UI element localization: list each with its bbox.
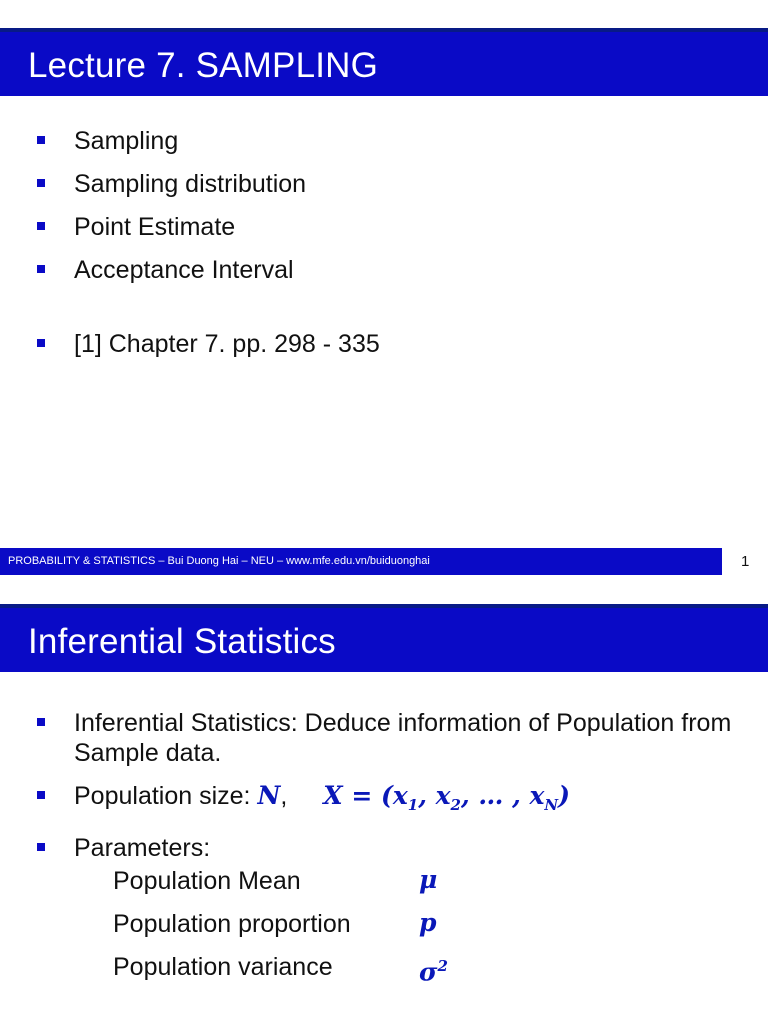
slide-1-title-bar bbox=[0, 28, 768, 96]
square-bullet-icon bbox=[37, 843, 45, 851]
square-bullet-icon bbox=[37, 222, 45, 230]
bullet-text: Sampling bbox=[74, 127, 179, 155]
square-bullet-icon bbox=[37, 339, 45, 347]
parameter-symbol: $\sigma^2$ bbox=[419, 957, 448, 987]
comma: , bbox=[280, 782, 288, 810]
bullet-item bbox=[34, 708, 756, 768]
bullet-item bbox=[34, 833, 756, 863]
bullet-item-population-size bbox=[34, 781, 756, 820]
bullet-text: Sampling distribution bbox=[74, 170, 307, 198]
slide-2-bullet-list bbox=[34, 708, 756, 876]
bullet-item bbox=[34, 169, 756, 199]
bullet-item-reference bbox=[34, 329, 756, 359]
square-bullet-icon bbox=[37, 136, 45, 144]
bullet-text: Inferential Statistics: Deduce information of Population from Sample data. bbox=[74, 709, 732, 767]
population-size-symbol: N bbox=[257, 781, 281, 810]
bullet-text: Parameters: bbox=[74, 834, 211, 862]
bullet-text: Population size: bbox=[74, 782, 258, 810]
parameter-symbol: μ bbox=[419, 865, 438, 894]
parameter-label: Population proportion bbox=[113, 910, 351, 938]
page-number: 1 bbox=[741, 553, 750, 570]
slide-1-title: Lecture 7. SAMPLING bbox=[28, 46, 379, 85]
bullet-item bbox=[34, 126, 756, 156]
bullet-item bbox=[34, 212, 756, 242]
bullet-text: [1] Chapter 7. pp. 298 - 335 bbox=[74, 330, 380, 358]
slide-2-title-bar bbox=[0, 604, 768, 672]
bullet-text: Point Estimate bbox=[74, 213, 236, 241]
square-bullet-icon bbox=[37, 718, 45, 726]
bullet-text: Acceptance Interval bbox=[74, 256, 294, 284]
parameter-label: Population variance bbox=[113, 953, 333, 981]
slide-1-bullet-list bbox=[34, 126, 756, 372]
square-bullet-icon bbox=[37, 791, 45, 799]
slide-footer: PROBABILITY & STATISTICS – Bui Duong Hai – NEU – www.mfe.edu.vn/buiduonghai bbox=[0, 548, 722, 575]
slide-2-title: Inferential Statistics bbox=[28, 622, 336, 661]
parameter-label: Population Mean bbox=[113, 867, 301, 895]
parameter-symbol: p bbox=[419, 908, 437, 937]
bullet-item bbox=[34, 255, 756, 285]
square-bullet-icon bbox=[37, 265, 45, 273]
slide-2 bbox=[0, 576, 768, 1024]
square-bullet-icon bbox=[37, 179, 45, 187]
population-formula: $X = (x_1$, $x_2$, … , $x_N$) bbox=[323, 781, 570, 814]
